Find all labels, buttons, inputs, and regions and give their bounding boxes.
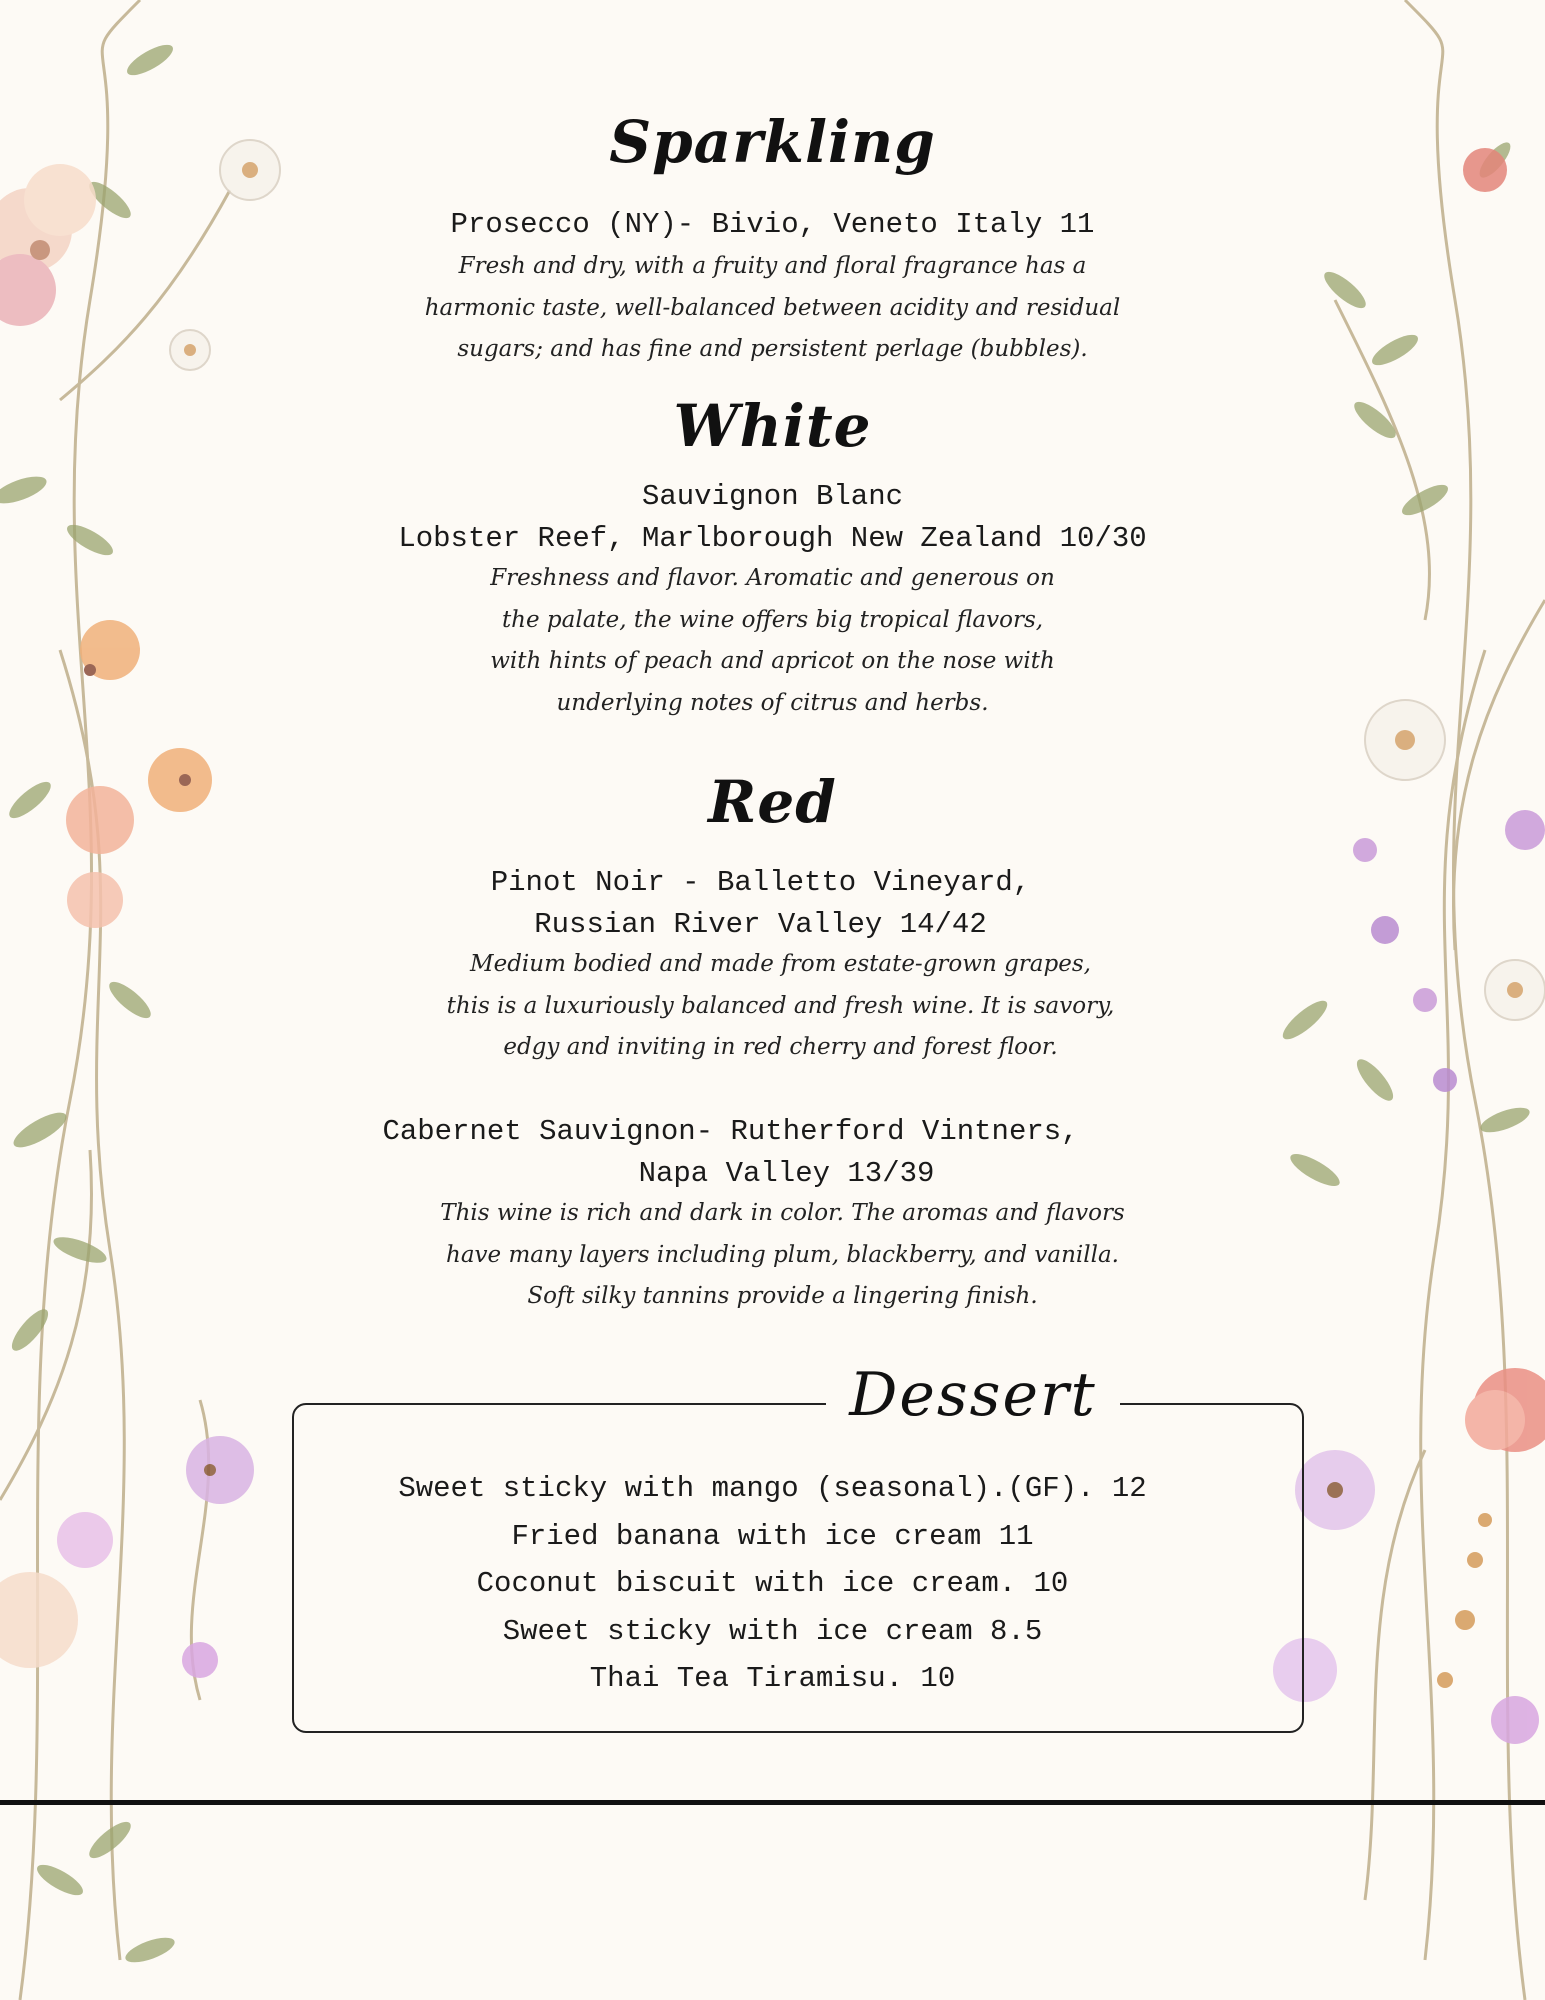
section-heading-sparkling: Sparkling bbox=[609, 108, 936, 176]
dessert-item: Sweet sticky with mango (seasonal).(GF). 12 bbox=[398, 1472, 1147, 1505]
wine-description: Freshness and flavor. Aromatic and generous on the palate, the wine offers big tropical flavors, with hints of peach and apricot on the nose with underlying notes of citrus and herbs. bbox=[490, 565, 1055, 716]
section-heading-white: White bbox=[673, 392, 872, 460]
wine-name: Sauvignon Blanc bbox=[641, 480, 904, 513]
section-heading-dessert: Dessert bbox=[849, 1360, 1097, 1430]
dessert-item: Sweet sticky with ice cream 8.5 bbox=[502, 1614, 1043, 1648]
wine-description: Medium bodied and made from estate-grown grapes, this is a luxuriously balanced and fresh wine. It is savory, edgy and inviting in red cherry and forest floor. bbox=[446, 951, 1115, 1060]
wine-description: This wine is rich and dark in color. The aromas and flavors have many layers including plum, blackberry, and vanilla. Soft silky tannins provide a lingering finish. bbox=[440, 1200, 1125, 1309]
dessert-item: Thai Tea Tiramisu. 10 bbox=[589, 1662, 956, 1695]
divider-rule bbox=[0, 1800, 1545, 1805]
dessert-list bbox=[0, 1465, 1545, 1703]
wine-name: Cabernet Sauvignon- Rutherford Vintners, bbox=[382, 1115, 1079, 1148]
wine-name: Prosecco (NY)- Bivio, Veneto Italy 11 bbox=[450, 208, 1095, 241]
dessert-item: Fried banana with ice cream 11 bbox=[511, 1519, 1034, 1553]
wine-name: Pinot Noir - Balletto Vineyard, bbox=[490, 866, 1031, 899]
wine-region: Russian River Valley 14/42 bbox=[534, 908, 987, 941]
wine-description: Fresh and dry, with a fruity and floral fragrance has a harmonic taste, well-balanced between acidity and residual sugars; and has fine and persistent perlage (bubbles). bbox=[424, 253, 1121, 362]
section-heading-red: Red bbox=[708, 768, 837, 836]
wine-producer: Lobster Reef, Marlborough New Zealand 10/30 bbox=[398, 522, 1147, 555]
wine-region: Napa Valley 13/39 bbox=[638, 1157, 935, 1190]
dessert-item: Coconut biscuit with ice cream. 10 bbox=[476, 1567, 1069, 1600]
